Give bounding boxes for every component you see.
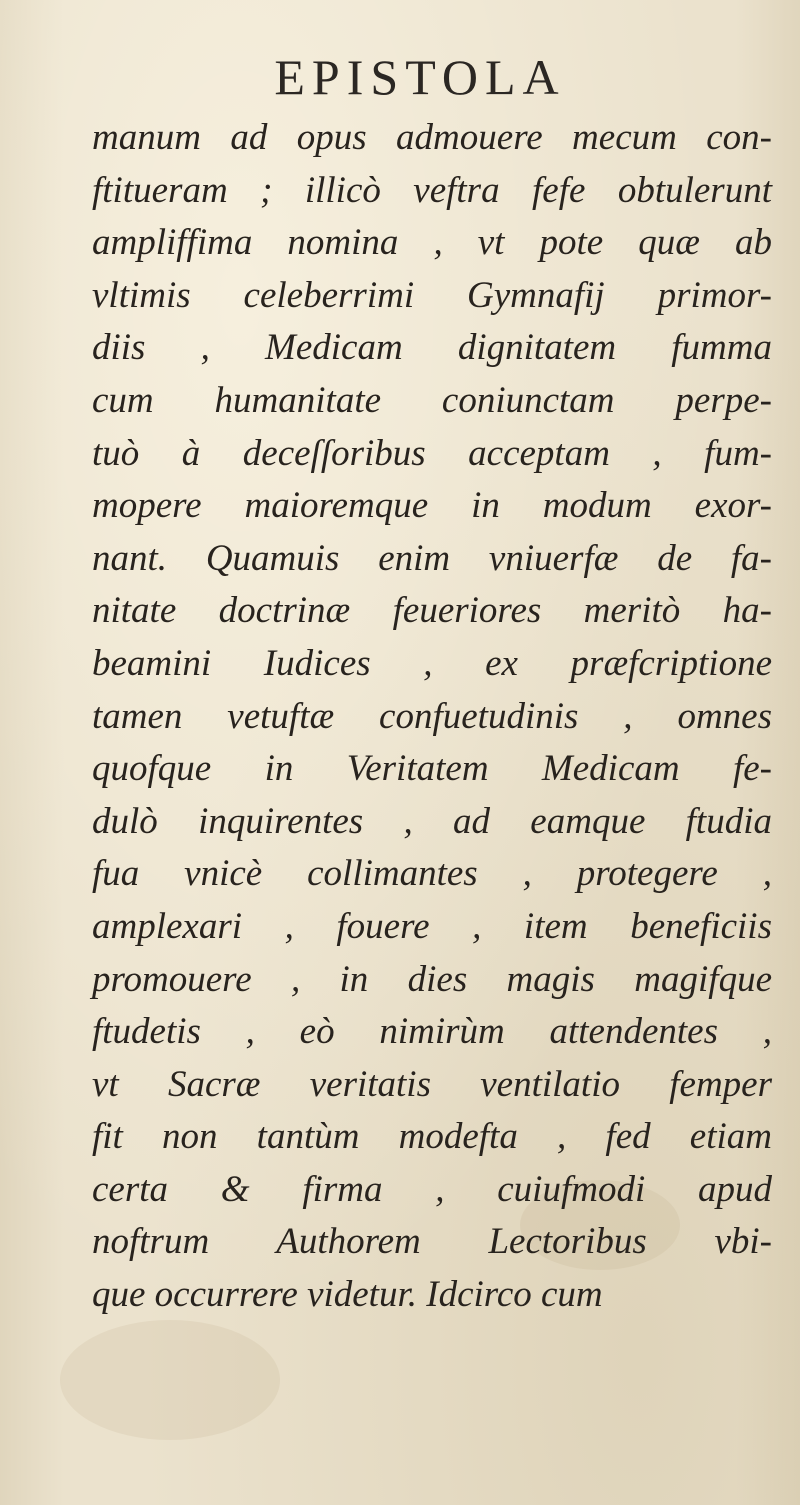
paper-stain (60, 1320, 280, 1440)
text-line: mopere maioremque in modum exor- (92, 485, 772, 527)
text-line: noftrum Authorem Lectoribus vbi- (92, 1221, 772, 1263)
text-line: dulò inquirentes , ad eamque ftudia (92, 800, 772, 842)
text-line: promouere , in dies magis magifque (92, 958, 772, 1000)
body-text (92, 112, 772, 1322)
text-line: tamen vetuftæ confuetudinis , omnes (92, 695, 772, 737)
text-line: certa & firma , cuiufmodi apud (92, 1168, 772, 1210)
text-line: nant. Quamuis enim vniuerfæ de fa- (92, 537, 772, 579)
running-head: EPISTOLA (274, 49, 566, 105)
text-line: quofque in Veritatem Medicam fe- (92, 748, 772, 790)
text-line: vt Sacræ veritatis ventilatio femper (92, 1063, 772, 1105)
text-line: ftitueram ; illicò veftra fefe obtulerunt (92, 169, 772, 211)
text-line: cum humanitate coniunctam perpe- (92, 379, 772, 421)
text-line: que occurrere videtur. Idcirco cum (92, 1274, 603, 1316)
text-line: vltimis celeberrimi Gymnafij primor- (92, 274, 772, 316)
text-line: beamini Iudices , ex præfcriptione (92, 642, 772, 684)
text-line: amplexari , fouere , item beneficiis (92, 905, 772, 947)
text-line: nitate doctrinæ feueriores meritò ha- (92, 590, 772, 632)
text-line: manum ad opus admouere mecum con- (92, 117, 772, 158)
text-line: fua vnicè collimantes , protegere , (92, 853, 772, 895)
text-line: tuò à deceſſoribus acceptam , fum- (92, 432, 772, 474)
text-line: diis , Medicam dignitatem fumma (92, 327, 772, 369)
text-line: ftudetis , eò nimirùm attendentes , (92, 1011, 772, 1053)
text-line: ampliffima nomina , vt pote quæ ab (92, 222, 772, 264)
text-line: fit non tantùm modefta , fed etiam (92, 1116, 772, 1158)
